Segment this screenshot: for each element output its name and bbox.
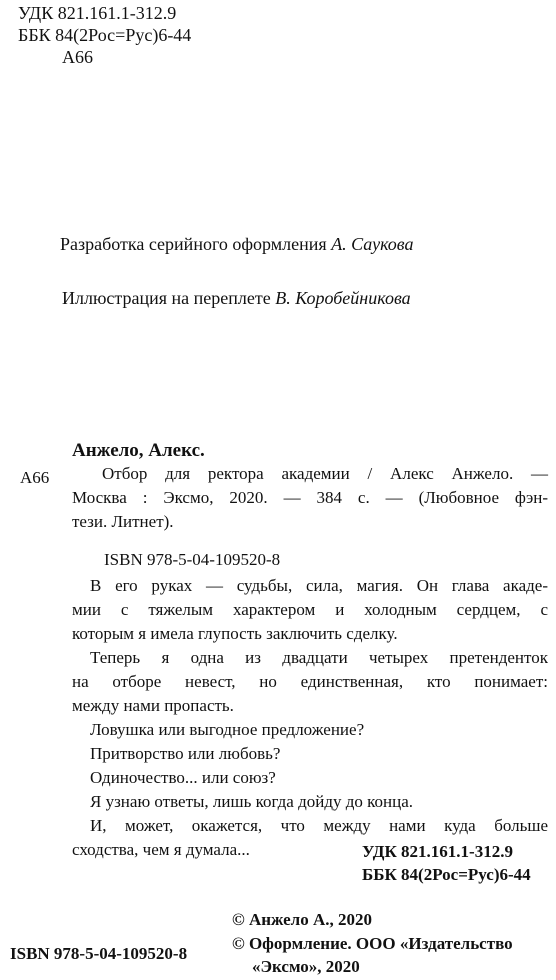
description-line: Отбор для ректора академии / Алекс Анжело. — — [102, 464, 548, 483]
series-design-credit — [60, 234, 414, 255]
copyright-publisher: «Эксмо», 2020 — [252, 957, 360, 976]
cutter-code-entry: А66 — [20, 468, 50, 487]
bbk-code-top: ББК 84(2Рос=Рус)6-44 — [18, 25, 192, 45]
annotation-line: мии с тяжелым характером и холодным сердцем, с — [72, 600, 548, 619]
annotation-line: И, может, окажется, что между нами куда больше — [90, 816, 548, 835]
bbk-code-bottom: ББК 84(2Рос=Рус)6-44 — [362, 865, 531, 884]
annotation-line: сходства, чем я думала... — [72, 840, 250, 859]
isbn-bottom: ISBN 978-5-04-109520-8 — [10, 944, 188, 963]
annotation-line: Ловушка или выгодное предложение? — [90, 720, 365, 739]
series-design-name: А. Саукова — [331, 234, 414, 254]
annotation-line: между нами пропасть. — [72, 696, 234, 715]
copyright-author: © Анжело А., 2020 — [232, 910, 372, 929]
description-line: тези. Литнет). — [72, 512, 174, 531]
description-line: Москва : Эксмо, 2020. — 384 с. — (Любовное фэн- — [72, 488, 548, 507]
copyright-design: © Оформление. ООО «Издательство — [232, 934, 513, 953]
cutter-code-top: А66 — [62, 47, 93, 67]
illustration-label: Иллюстрация на переплете — [62, 288, 271, 308]
isbn-entry: ISBN 978-5-04-109520-8 — [104, 550, 281, 569]
annotation-line: Одиночество... или союз? — [90, 768, 276, 787]
annotation-line: В его руках — судьбы, сила, магия. Он глава акаде- — [90, 576, 548, 595]
annotation-line: на отборе невест, но единственная, кто понимает: — [72, 672, 548, 691]
bibliographic-description — [72, 462, 548, 534]
udk-code-bottom: УДК 821.161.1-312.9 — [362, 842, 513, 861]
illustration-credit — [62, 288, 411, 309]
udk-code-top: УДК 821.161.1-312.9 — [18, 3, 177, 23]
author-heading: Анжело, Алекс. — [72, 440, 205, 461]
series-design-label: Разработка серийного оформления — [60, 234, 327, 254]
annotation — [72, 574, 548, 862]
annotation-line: которым я имела глупость заключить сделку. — [72, 624, 398, 643]
illustration-name: В. Коробейникова — [275, 288, 411, 308]
annotation-line: Я узнаю ответы, лишь когда дойду до конца. — [90, 792, 413, 811]
annotation-line: Теперь я одна из двадцати четырех претенденток — [90, 648, 548, 667]
annotation-line: Притворство или любовь? — [90, 744, 281, 763]
